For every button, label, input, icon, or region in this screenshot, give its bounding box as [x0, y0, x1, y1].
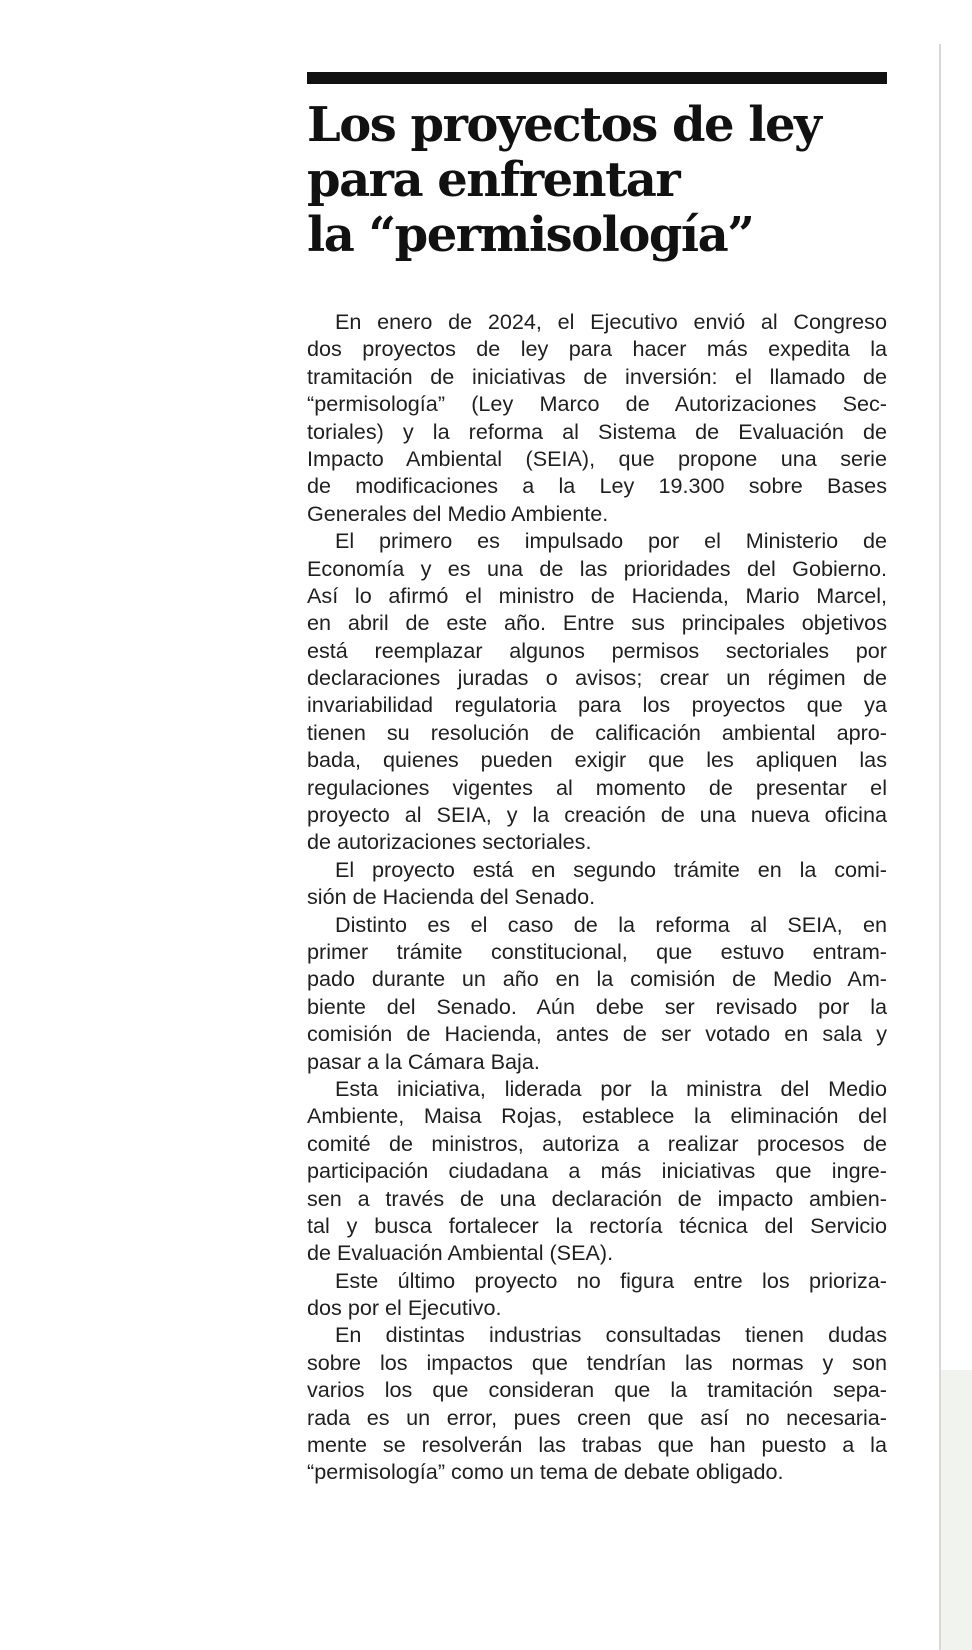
paragraph-line: Impacto Ambiental (SEIA), que propone una serie	[307, 445, 887, 471]
paragraph-line: rada es un error, pues creen que así no necesaria-	[307, 1404, 887, 1430]
article-body	[307, 308, 887, 1486]
paragraph-line: declaraciones juradas o avisos; crear un régimen de	[307, 665, 887, 691]
paragraph-line: “permisología” (Ley Marco de Autorizaciones Sec-	[307, 391, 887, 417]
paragraph-line: sen a través de una declaración de impacto ambien-	[307, 1185, 887, 1211]
paragraph-line: invariabilidad regulatoria para los proyectos que ya	[307, 692, 887, 718]
headline-line: la “permisología”	[307, 207, 754, 263]
adjacent-column-edge	[941, 1370, 972, 1650]
paragraph-line: varios los que consideran que la tramitación sepa-	[307, 1377, 887, 1403]
paragraph-line: pasar a la Cámara Baja.	[307, 1048, 540, 1074]
article-paragraph	[307, 527, 887, 856]
paragraph-line: regulaciones vigentes al momento de presentar el	[307, 774, 887, 800]
paragraph-line: Generales del Medio Ambiente.	[307, 500, 609, 526]
headline-line: Los proyectos de ley	[307, 97, 821, 153]
paragraph-line: bada, quienes pueden exigir que les apliquen las	[307, 747, 887, 773]
paragraph-line: El primero es impulsado por el Ministerio de	[335, 528, 887, 554]
news-article	[307, 72, 887, 1486]
paragraph-line: dos proyectos de ley para hacer más expedita la	[307, 336, 887, 362]
paragraph-line: en abril de este año. Entre sus principales objetivos	[307, 610, 887, 636]
paragraph-line: “permisología” como un tema de debate obligado.	[307, 1459, 784, 1485]
paragraph-line: de modificaciones a la Ley 19.300 sobre Bases	[307, 473, 887, 499]
paragraph-line: proyecto al SEIA, y la creación de una nueva oficina	[307, 802, 887, 828]
paragraph-line: sión de Hacienda del Senado.	[307, 884, 596, 910]
article-paragraph	[307, 1075, 887, 1267]
paragraph-line: dos por el Ejecutivo.	[307, 1295, 502, 1321]
paragraph-line: de Evaluación Ambiental (SEA).	[307, 1240, 614, 1266]
paragraph-line: biente del Senado. Aún debe ser revisado por la	[307, 993, 887, 1019]
paragraph-line: comisión de Hacienda, antes de ser votado en sala y	[307, 1021, 887, 1047]
paragraph-line: Así lo afirmó el ministro de Hacienda, Mario Marcel,	[307, 582, 887, 608]
article-headline	[307, 98, 887, 263]
paragraph-line: En enero de 2024, el Ejecutivo envió al Congreso	[335, 309, 887, 334]
paragraph-line: comité de ministros, autoriza a realizar procesos de	[307, 1130, 887, 1156]
paragraph-line: Ambiente, Maisa Rojas, establece la eliminación del	[307, 1103, 887, 1129]
paragraph-line: toriales) y la reforma al Sistema de Evaluación de	[307, 418, 887, 444]
paragraph-line: de autorizaciones sectoriales.	[307, 829, 592, 855]
article-paragraph	[307, 856, 887, 911]
paragraph-line: mente se resolverán las trabas que han puesto a la	[307, 1432, 887, 1458]
paragraph-line: tramitación de iniciativas de inversión: el llamado de	[307, 363, 887, 389]
paragraph-line: participación ciudadana a más iniciativas que ingre-	[307, 1158, 887, 1184]
paragraph-line: El proyecto está en segundo trámite en la comi-	[335, 856, 887, 882]
article-paragraph	[307, 1321, 887, 1485]
paragraph-line: Economía y es una de las prioridades del Gobierno.	[307, 555, 887, 581]
paragraph-line: sobre los impactos que tendrían las normas y son	[307, 1349, 887, 1375]
article-paragraph	[307, 1267, 887, 1322]
paragraph-line: está reemplazar algunos permisos sectoriales por	[307, 637, 887, 663]
paragraph-line: Distinto es el caso de la reforma al SEIA, en	[335, 911, 887, 937]
headline-top-rule	[307, 72, 887, 84]
paragraph-line: pado durante un año en la comisión de Medio Am-	[307, 966, 887, 992]
paragraph-line: tal y busca fortalecer la rectoría técnica del Servicio	[307, 1212, 887, 1238]
paragraph-line: Este último proyecto no figura entre los prioriza-	[335, 1267, 887, 1293]
paragraph-line: En distintas industrias consultadas tienen dudas	[335, 1322, 887, 1348]
headline-line: para enfrentar	[307, 152, 680, 208]
article-paragraph	[307, 308, 887, 527]
article-paragraph	[307, 911, 887, 1075]
paragraph-line: Esta iniciativa, liderada por la ministra del Medio	[335, 1075, 887, 1101]
paragraph-line: primer trámite constitucional, que estuvo entram-	[307, 938, 887, 964]
paragraph-line: tienen su resolución de calificación ambiental apro-	[307, 719, 887, 745]
